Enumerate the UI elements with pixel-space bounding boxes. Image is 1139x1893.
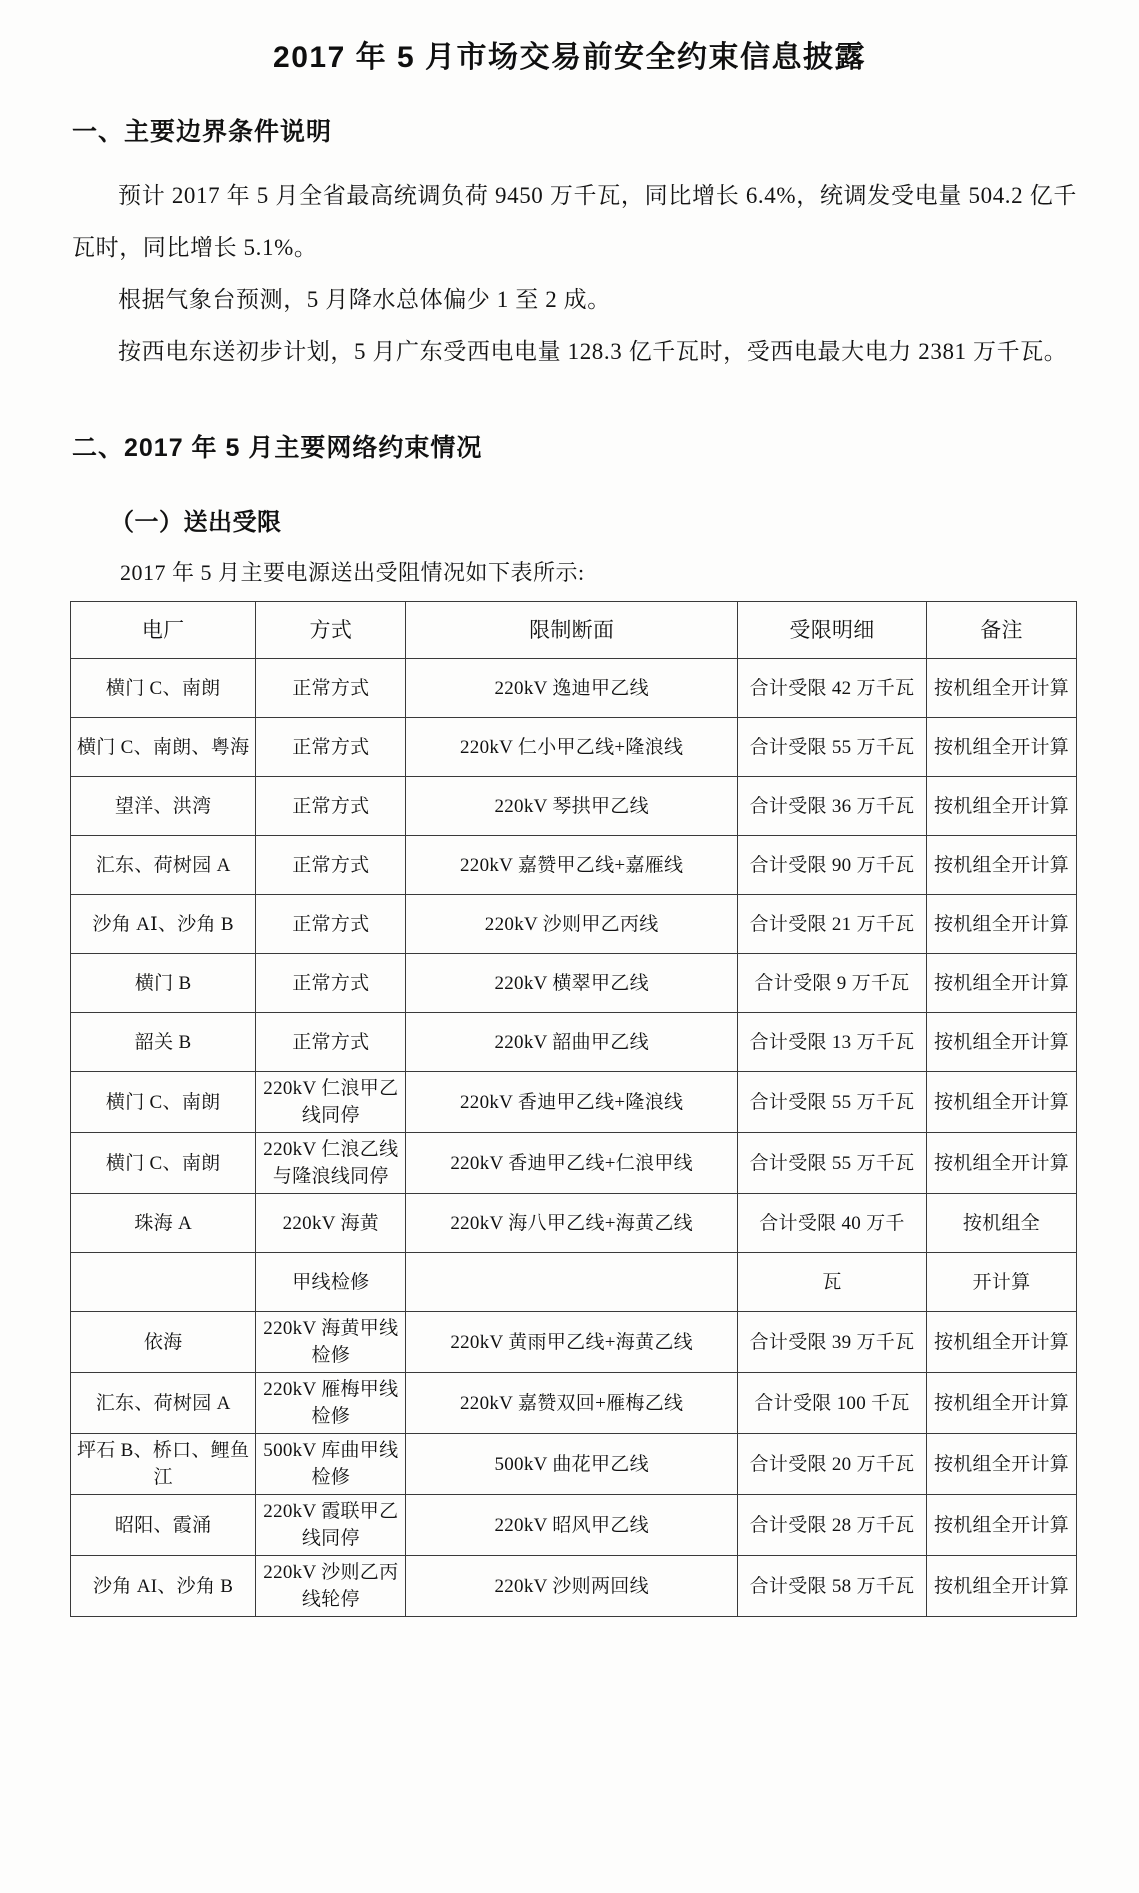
table-row xyxy=(71,895,1077,954)
cell-mode: 220kV 仁浪乙线与隆浪线同停 xyxy=(256,1133,406,1194)
cell-detail: 合计受限 39 万千瓦 xyxy=(738,1312,927,1373)
cell-section: 220kV 琴拱甲乙线 xyxy=(406,777,738,836)
table-row xyxy=(71,1194,1077,1253)
cell-detail: 合计受限 9 万千瓦 xyxy=(738,954,927,1013)
cell-section: 220kV 仁小甲乙线+隆浪线 xyxy=(406,718,738,777)
table-row xyxy=(71,1253,1077,1312)
page-title: 2017 年 5 月市场交易前安全约束信息披露 xyxy=(273,41,866,74)
table-row xyxy=(71,1434,1077,1495)
cell-plant: 依海 xyxy=(71,1312,256,1373)
table-row xyxy=(71,836,1077,895)
cell-plant: 汇东、荷树园 A xyxy=(71,836,256,895)
cell-detail: 合计受限 55 万千瓦 xyxy=(738,1072,927,1133)
cell-remark: 按机组全开计算 xyxy=(927,954,1077,1013)
cell-mode: 正常方式 xyxy=(256,1013,406,1072)
cell-mode: 220kV 海黄 xyxy=(256,1194,406,1253)
cell-plant: 珠海 A xyxy=(71,1194,256,1253)
cell-plant: 横门 C、南朗 xyxy=(71,659,256,718)
cell-detail: 合计受限 21 万千瓦 xyxy=(738,895,927,954)
cell-section: 220kV 海八甲乙线+海黄乙线 xyxy=(406,1194,738,1253)
cell-mode: 220kV 海黄甲线检修 xyxy=(256,1312,406,1373)
section-heading-1: 一、主要边界条件说明 xyxy=(72,118,333,146)
cell-mode: 220kV 霞联甲乙线同停 xyxy=(256,1495,406,1556)
subsection-heading-1: （一）送出受限 xyxy=(110,509,282,536)
cell-plant: 汇东、荷树园 A xyxy=(71,1373,256,1434)
cell-plant: 横门 C、南朗、粤海 xyxy=(71,718,256,777)
cell-plant: 坪石 B、桥口、鲤鱼江 xyxy=(71,1434,256,1495)
cell-remark: 按机组全开计算 xyxy=(927,1133,1077,1194)
cell-section: 220kV 嘉赞双回+雁梅乙线 xyxy=(406,1373,738,1434)
table-body xyxy=(71,659,1077,1617)
cell-plant: 沙角 AⅠ、沙角 B xyxy=(71,895,256,954)
paragraph-2: 根据气象台预测，5 月降水总体偏少 1 至 2 成。 xyxy=(118,287,611,312)
cell-detail: 合计受限 90 万千瓦 xyxy=(738,836,927,895)
cell-detail: 合计受限 20 万千瓦 xyxy=(738,1434,927,1495)
paragraph-3: 按西电东送初步计划，5 月广东受西电电量 128.3 亿千瓦时，受西电最大电力 2381 万千瓦。 xyxy=(118,339,1068,364)
cell-mode: 正常方式 xyxy=(256,659,406,718)
table-row xyxy=(71,1312,1077,1373)
cell-remark: 按机组全开计算 xyxy=(927,836,1077,895)
cell-section: 220kV 沙则甲乙丙线 xyxy=(406,895,738,954)
cell-remark: 按机组全 xyxy=(927,1194,1077,1253)
table-intro-text: 2017 年 5 月主要电源送出受阻情况如下表所示: xyxy=(120,560,585,585)
cell-remark: 按机组全开计算 xyxy=(927,718,1077,777)
cell-detail: 合计受限 100 千瓦 xyxy=(738,1373,927,1434)
cell-remark: 按机组全开计算 xyxy=(927,659,1077,718)
cell-detail: 合计受限 42 万千瓦 xyxy=(738,659,927,718)
cell-plant: 横门 C、南朗 xyxy=(71,1072,256,1133)
table-row xyxy=(71,659,1077,718)
cell-detail: 合计受限 55 万千瓦 xyxy=(738,1133,927,1194)
cell-mode: 220kV 沙则乙丙线轮停 xyxy=(256,1556,406,1617)
cell-plant: 横门 B xyxy=(71,954,256,1013)
cell-remark: 按机组全开计算 xyxy=(927,1072,1077,1133)
col-header-plant: 电厂 xyxy=(71,602,256,659)
table-row xyxy=(71,718,1077,777)
paragraph-1: 预计 2017 年 5 月全省最高统调负荷 9450 万千瓦，同比增长 6.4%，统调发受电量 504.2 亿千瓦时，同比增长 5.1%。 xyxy=(72,183,1077,260)
cell-section: 220kV 香迪甲乙线+仁浪甲线 xyxy=(406,1133,738,1194)
cell-remark: 按机组全开计算 xyxy=(927,1434,1077,1495)
cell-mode: 甲线检修 xyxy=(256,1253,406,1312)
cell-section: 220kV 黄雨甲乙线+海黄乙线 xyxy=(406,1312,738,1373)
col-header-section: 限制断面 xyxy=(406,602,738,659)
table-row xyxy=(71,1133,1077,1194)
cell-mode: 220kV 仁浪甲乙线同停 xyxy=(256,1072,406,1133)
col-header-detail: 受限明细 xyxy=(738,602,927,659)
table-row xyxy=(71,1556,1077,1617)
cell-plant xyxy=(71,1253,256,1312)
cell-mode: 正常方式 xyxy=(256,777,406,836)
table-row xyxy=(71,1495,1077,1556)
cell-plant: 横门 C、南朗 xyxy=(71,1133,256,1194)
cell-mode: 220kV 雁梅甲线检修 xyxy=(256,1373,406,1434)
power-constraint-table xyxy=(70,601,1077,1617)
cell-section: 500kV 曲花甲乙线 xyxy=(406,1434,738,1495)
table-row xyxy=(71,954,1077,1013)
cell-remark: 按机组全开计算 xyxy=(927,1495,1077,1556)
cell-mode: 正常方式 xyxy=(256,895,406,954)
cell-detail: 合计受限 55 万千瓦 xyxy=(738,718,927,777)
cell-detail: 瓦 xyxy=(738,1253,927,1312)
cell-remark: 按机组全开计算 xyxy=(927,777,1077,836)
cell-remark: 按机组全开计算 xyxy=(927,1373,1077,1434)
cell-remark: 按机组全开计算 xyxy=(927,1013,1077,1072)
section-heading-2: 二、2017 年 5 月主要网络约束情况 xyxy=(72,434,483,462)
table-row xyxy=(71,1373,1077,1434)
cell-detail: 合计受限 58 万千瓦 xyxy=(738,1556,927,1617)
cell-remark: 按机组全开计算 xyxy=(927,895,1077,954)
cell-section: 220kV 沙则两回线 xyxy=(406,1556,738,1617)
cell-section: 220kV 昭风甲乙线 xyxy=(406,1495,738,1556)
table-row xyxy=(71,1013,1077,1072)
cell-mode: 500kV 库曲甲线检修 xyxy=(256,1434,406,1495)
cell-detail: 合计受限 13 万千瓦 xyxy=(738,1013,927,1072)
cell-detail: 合计受限 28 万千瓦 xyxy=(738,1495,927,1556)
cell-section xyxy=(406,1253,738,1312)
cell-detail: 合计受限 40 万千 xyxy=(738,1194,927,1253)
table-row xyxy=(71,777,1077,836)
table-header-row xyxy=(71,602,1077,659)
cell-plant: 沙角 AI、沙角 B xyxy=(71,1556,256,1617)
cell-remark: 开计算 xyxy=(927,1253,1077,1312)
cell-section: 220kV 韶曲甲乙线 xyxy=(406,1013,738,1072)
table-row xyxy=(71,1072,1077,1133)
cell-section: 220kV 横翠甲乙线 xyxy=(406,954,738,1013)
constraint-table-wrapper xyxy=(0,593,1139,1617)
cell-plant: 昭阳、霞涌 xyxy=(71,1495,256,1556)
cell-mode: 正常方式 xyxy=(256,836,406,895)
cell-remark: 按机组全开计算 xyxy=(927,1556,1077,1617)
cell-mode: 正常方式 xyxy=(256,718,406,777)
col-header-remark: 备注 xyxy=(927,602,1077,659)
cell-section: 220kV 嘉赞甲乙线+嘉雁线 xyxy=(406,836,738,895)
cell-mode: 正常方式 xyxy=(256,954,406,1013)
cell-detail: 合计受限 36 万千瓦 xyxy=(738,777,927,836)
table-header xyxy=(71,602,1077,659)
cell-section: 220kV 逸迪甲乙线 xyxy=(406,659,738,718)
cell-remark: 按机组全开计算 xyxy=(927,1312,1077,1373)
cell-plant: 望洋、洪湾 xyxy=(71,777,256,836)
cell-plant: 韶关 B xyxy=(71,1013,256,1072)
col-header-mode: 方式 xyxy=(256,602,406,659)
section-1-body xyxy=(0,148,1139,378)
cell-section: 220kV 香迪甲乙线+隆浪线 xyxy=(406,1072,738,1133)
